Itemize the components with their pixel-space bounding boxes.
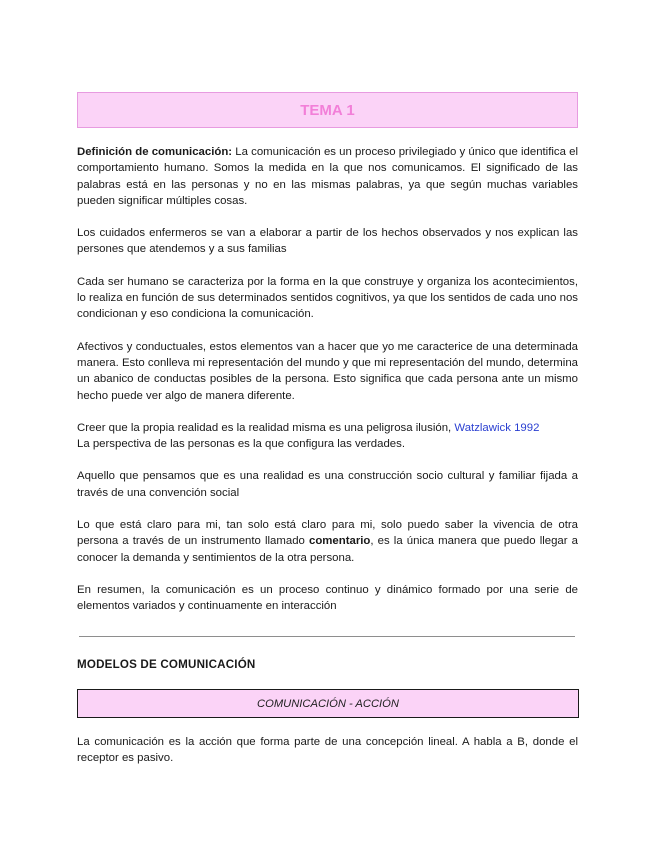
tema-header-box [77,92,578,128]
comentario-post: , es la única manera que puedo llegar a conocer la demanda y sentimientos de la otra persona. [77,535,578,564]
section-title: MODELOS DE COMUNICACIÓN [77,658,256,671]
paragraph-realidad [77,420,578,453]
paragraph-comentario [77,517,578,566]
definition-text: La comunicación es un proceso privilegiado y único que identifica el comportamiento humano. Somos la medida en la que nos comunicamos. El significado de las palabras está en las personas y no en las mismas palabras, ya que según muchas variables pueden significar múltiples cosas. [77,146,578,207]
perspectiva-text: La perspectiva de las personas es la que configura las verdades. [77,438,405,451]
comentario-pre: Lo que está claro para mi, tan solo está claro para mi, solo puedo saber la vivencia de otra persona a través de un instrumento llamado [77,519,578,548]
paragraph-afectivos: Afectivos y conductuales, estos elementos van a hacer que yo me caracterice de una determinada manera. Esto conlleva mi representación del mundo y que mi representación del mundo, determina un abanico de conductas posibles de la persona. Esto significa que cada persona ante un mismo hecho puede ver algo de manera diferente. [77,340,578,402]
definition-label: Definición de comunicación: [77,146,233,158]
watzlawick-link[interactable]: Watzlawick 1992 [454,421,540,434]
model-header-box [77,689,579,718]
comentario-bold: comentario [308,535,371,548]
paragraph-cuidados: Los cuidados enfermeros se van a elaborar a partir de los hechos observados y nos explican las persones que atendemos y a sus familias [77,227,578,256]
realidad-text: Creer que la propia realidad es la realidad misma es una peligrosa ilusión, [77,421,455,434]
definition-paragraph [77,144,578,209]
paragraph-resumen: En resumen, la comunicación es un proceso continuo y dinámico formado por una serie de elementos variados y continuamente en interacción [77,583,578,613]
tema-title: TEMA 1 [300,101,355,119]
model-description: La comunicación es la acción que forma parte de una concepción lineal. A habla a B, donde el receptor es pasivo. [77,736,578,765]
model-title: COMUNICACIÓN - ACCIÓN [257,697,399,710]
document-body [77,144,578,631]
paragraph-aquello: Aquello que pensamos que es una realidad es una construcción socio cultural y familiar fijada a través de una convención social [77,470,578,499]
section-divider [79,636,575,637]
paragraph-ser-humano: Cada ser humano se caracteriza por la forma en la que construye y organiza los acontecimientos, lo realiza en función de sus determinados sentidos cognitivos, ya que los sentidos de cada uno nos condicionan y eso condiciona la comunicación. [77,275,578,321]
